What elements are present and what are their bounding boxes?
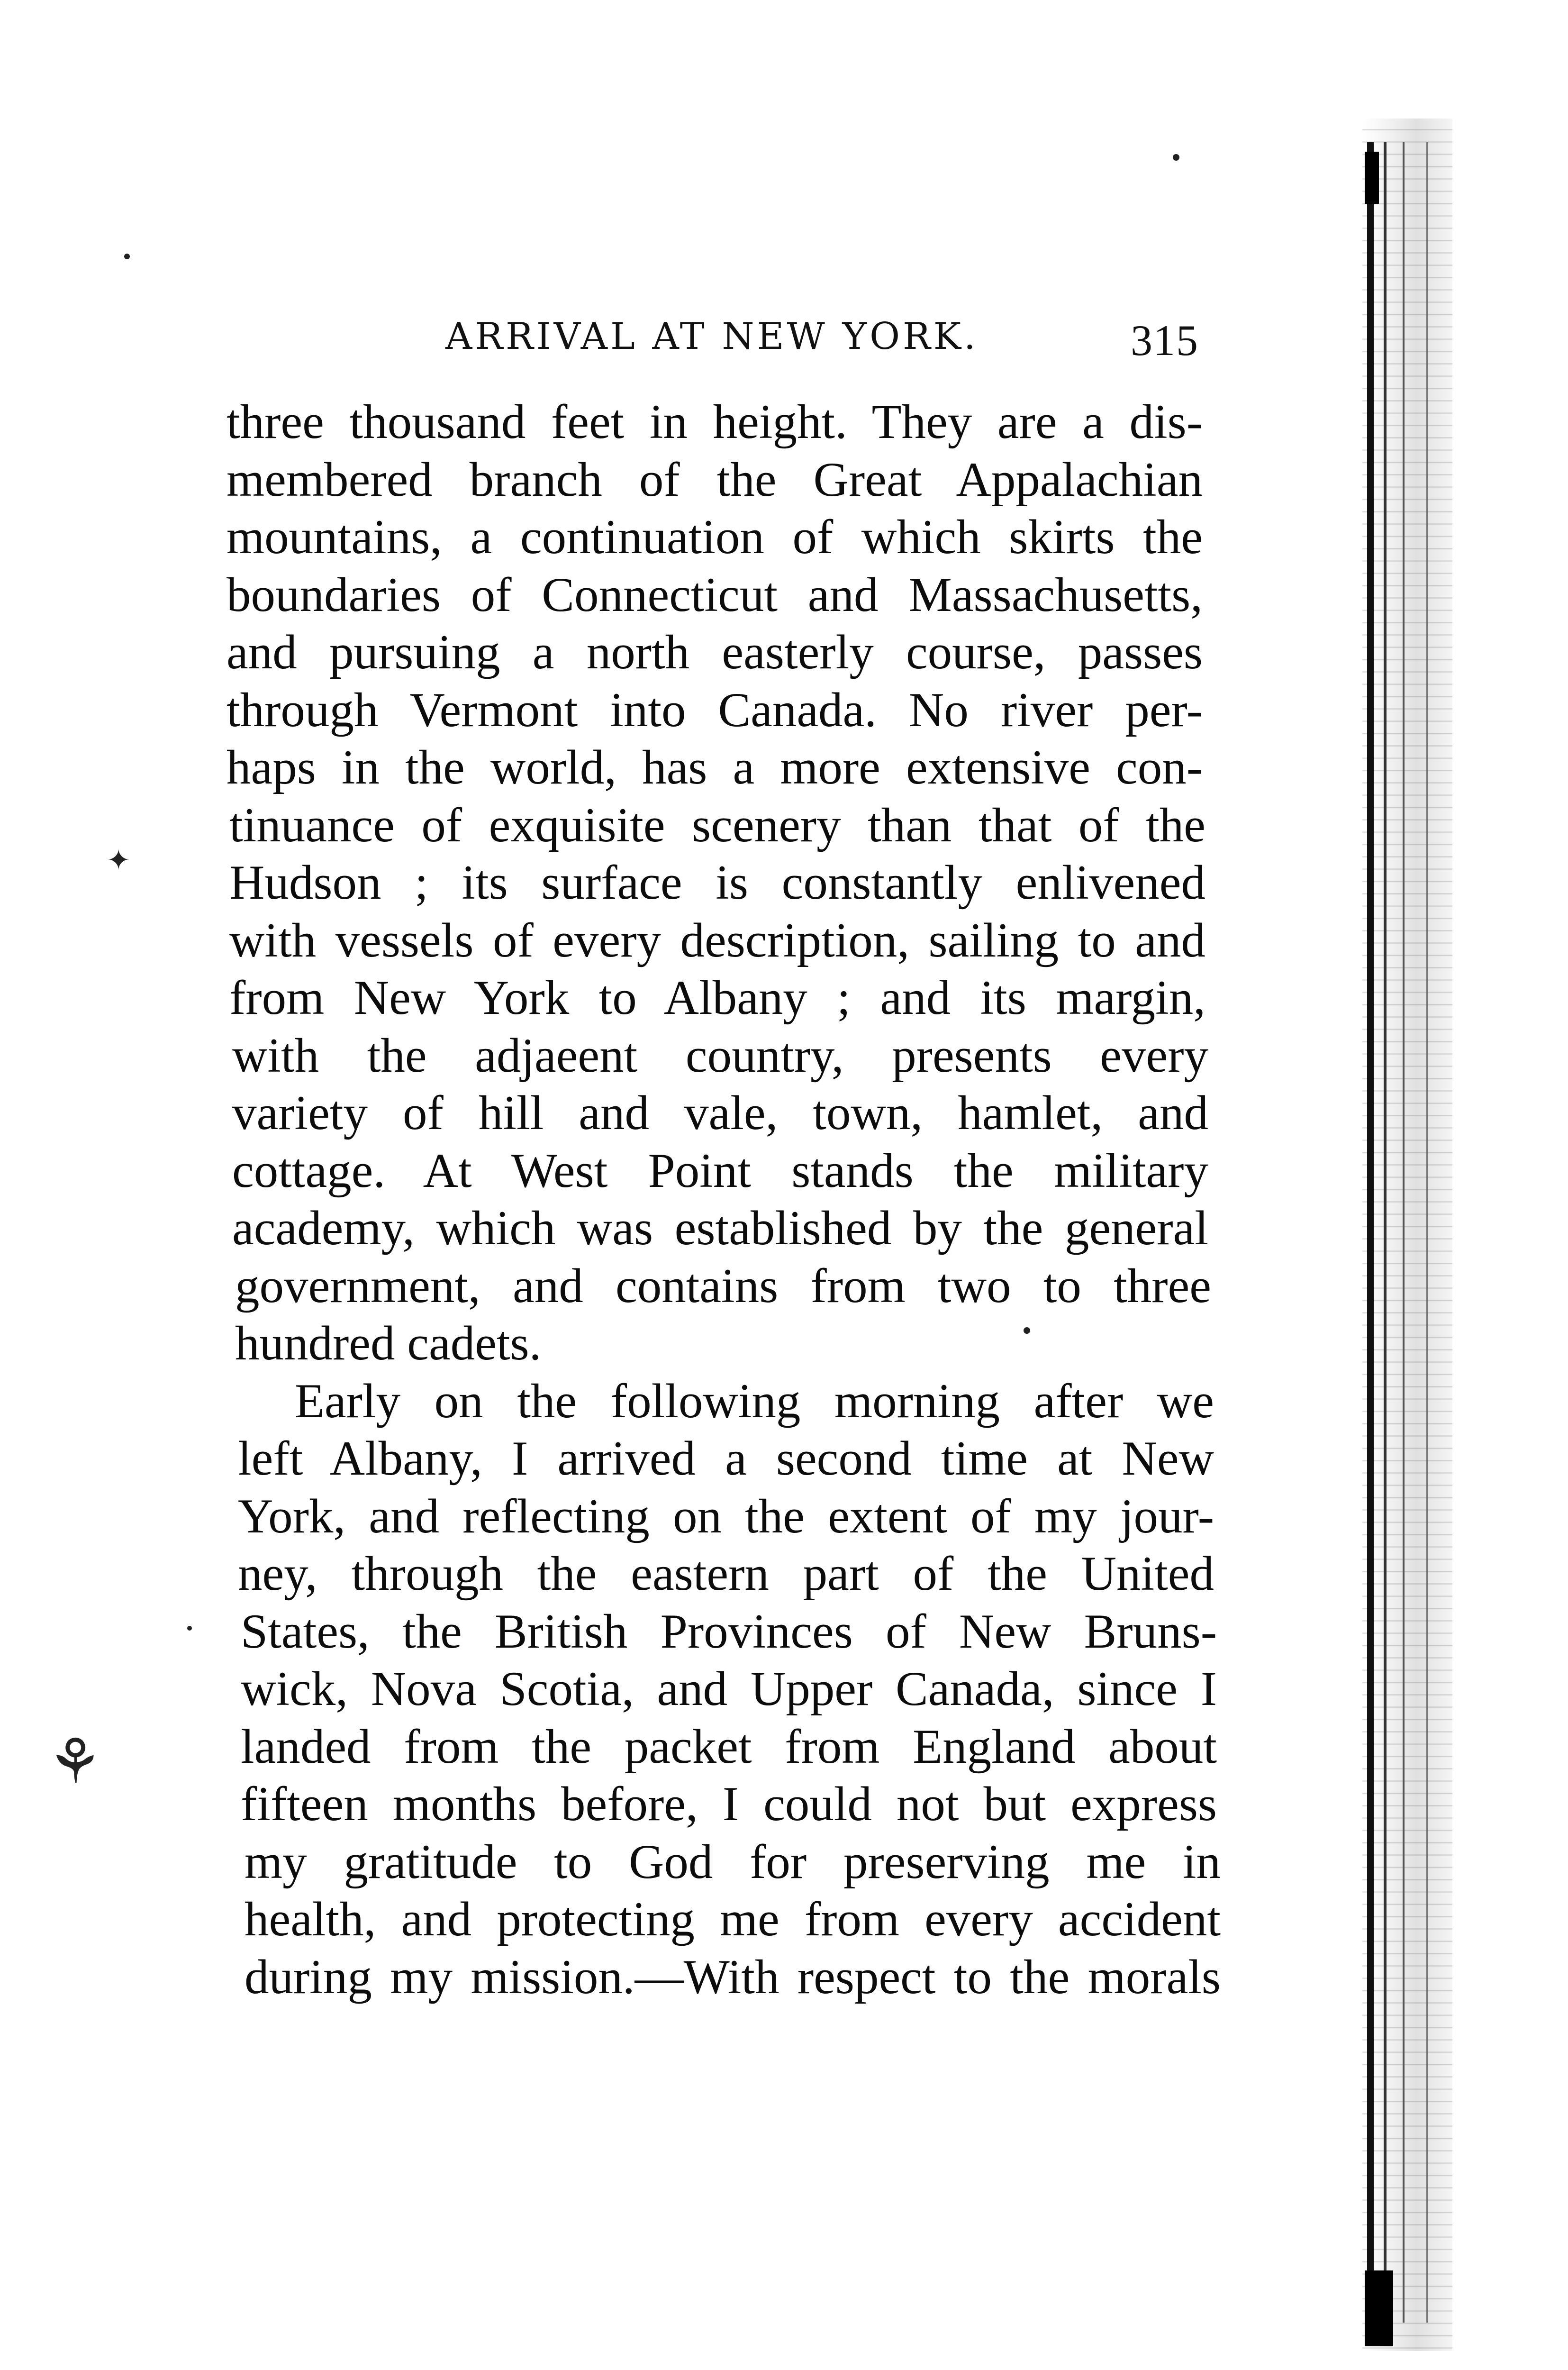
- text-line: during my mission.—With respect to the morals: [245, 1950, 1221, 2004]
- text-line: from New York to Albany ; and its margin,: [229, 971, 1205, 1025]
- text-line: health, and protecting me from every accident: [245, 1892, 1221, 1946]
- gutter-edge-line: [1403, 142, 1405, 2323]
- text-line: academy, which was established by the general: [232, 1201, 1208, 1255]
- scan-speck: [187, 1626, 192, 1631]
- text-line: wick, Nova Scotia, and Upper Canada, since I: [241, 1662, 1217, 1716]
- gutter-edge-line: [1367, 142, 1374, 2323]
- text-line: Early on the following morning after we: [295, 1374, 1214, 1428]
- text-line: mountains, a continuation of which skirts the: [227, 510, 1203, 564]
- text-line: ney, through the eastern part of the United: [238, 1547, 1214, 1601]
- text-line: government, and contains from two to three: [235, 1258, 1211, 1313]
- binding-gutter: [1362, 118, 1452, 2351]
- text-line: with vessels of every description, sailing to and: [229, 913, 1205, 967]
- gutter-edge-line: [1384, 142, 1387, 2323]
- text-line: and pursuing a north easterly course, passes: [227, 625, 1203, 679]
- running-head: ARRIVAL AT NEW YORK.: [445, 315, 979, 358]
- text-line: with the adjaeent country, presents every: [232, 1028, 1208, 1083]
- page-number: 315: [1131, 316, 1199, 365]
- body-text: [227, 393, 1221, 2006]
- scan-speck: [1173, 154, 1179, 161]
- text-line: membered branch of the Great Appalachian: [227, 452, 1203, 507]
- text-line: York, and reflecting on the extent of my jour-: [238, 1489, 1214, 1543]
- text-line: left Albany, I arrived a second time at New: [238, 1431, 1214, 1486]
- gutter-dark-mark-top: [1365, 152, 1379, 204]
- text-line: three thousand feet in height. They are a dis-: [227, 395, 1203, 449]
- text-line: Hudson ; its surface is constantly enlivened: [229, 856, 1205, 910]
- text-line: cottage. At West Point stands the military: [232, 1143, 1208, 1198]
- text-line: my gratitude to God for preserving me in: [245, 1834, 1221, 1889]
- stray-ink-mark-icon: ✦: [107, 844, 131, 877]
- gutter-edge-line: [1426, 142, 1428, 2323]
- scan-speck: [124, 254, 130, 259]
- text-line: through Vermont into Canada. No river per-: [227, 683, 1203, 737]
- gutter-dark-mark-bottom: [1365, 2270, 1393, 2346]
- text-line: haps in the world, has a more extensive con-: [227, 740, 1203, 794]
- text-line: landed from the packet from England about: [241, 1719, 1217, 1774]
- text-line: boundaries of Connecticut and Massachusetts,: [227, 567, 1203, 622]
- page-header: [223, 315, 1199, 372]
- paragraph: [227, 1373, 1221, 2006]
- stray-ink-mark-icon: ⚘: [47, 1725, 103, 1797]
- text-line: tinuance of exquisite scenery than that of the: [229, 798, 1205, 852]
- text-line: hundred cadets.: [235, 1316, 542, 1370]
- text-line: variety of hill and vale, town, hamlet, and: [232, 1086, 1208, 1140]
- text-line: fifteen months before, I could not but express: [241, 1777, 1217, 1831]
- paragraph: [227, 393, 1211, 1373]
- text-line: States, the British Provinces of New Bruns-: [241, 1604, 1217, 1659]
